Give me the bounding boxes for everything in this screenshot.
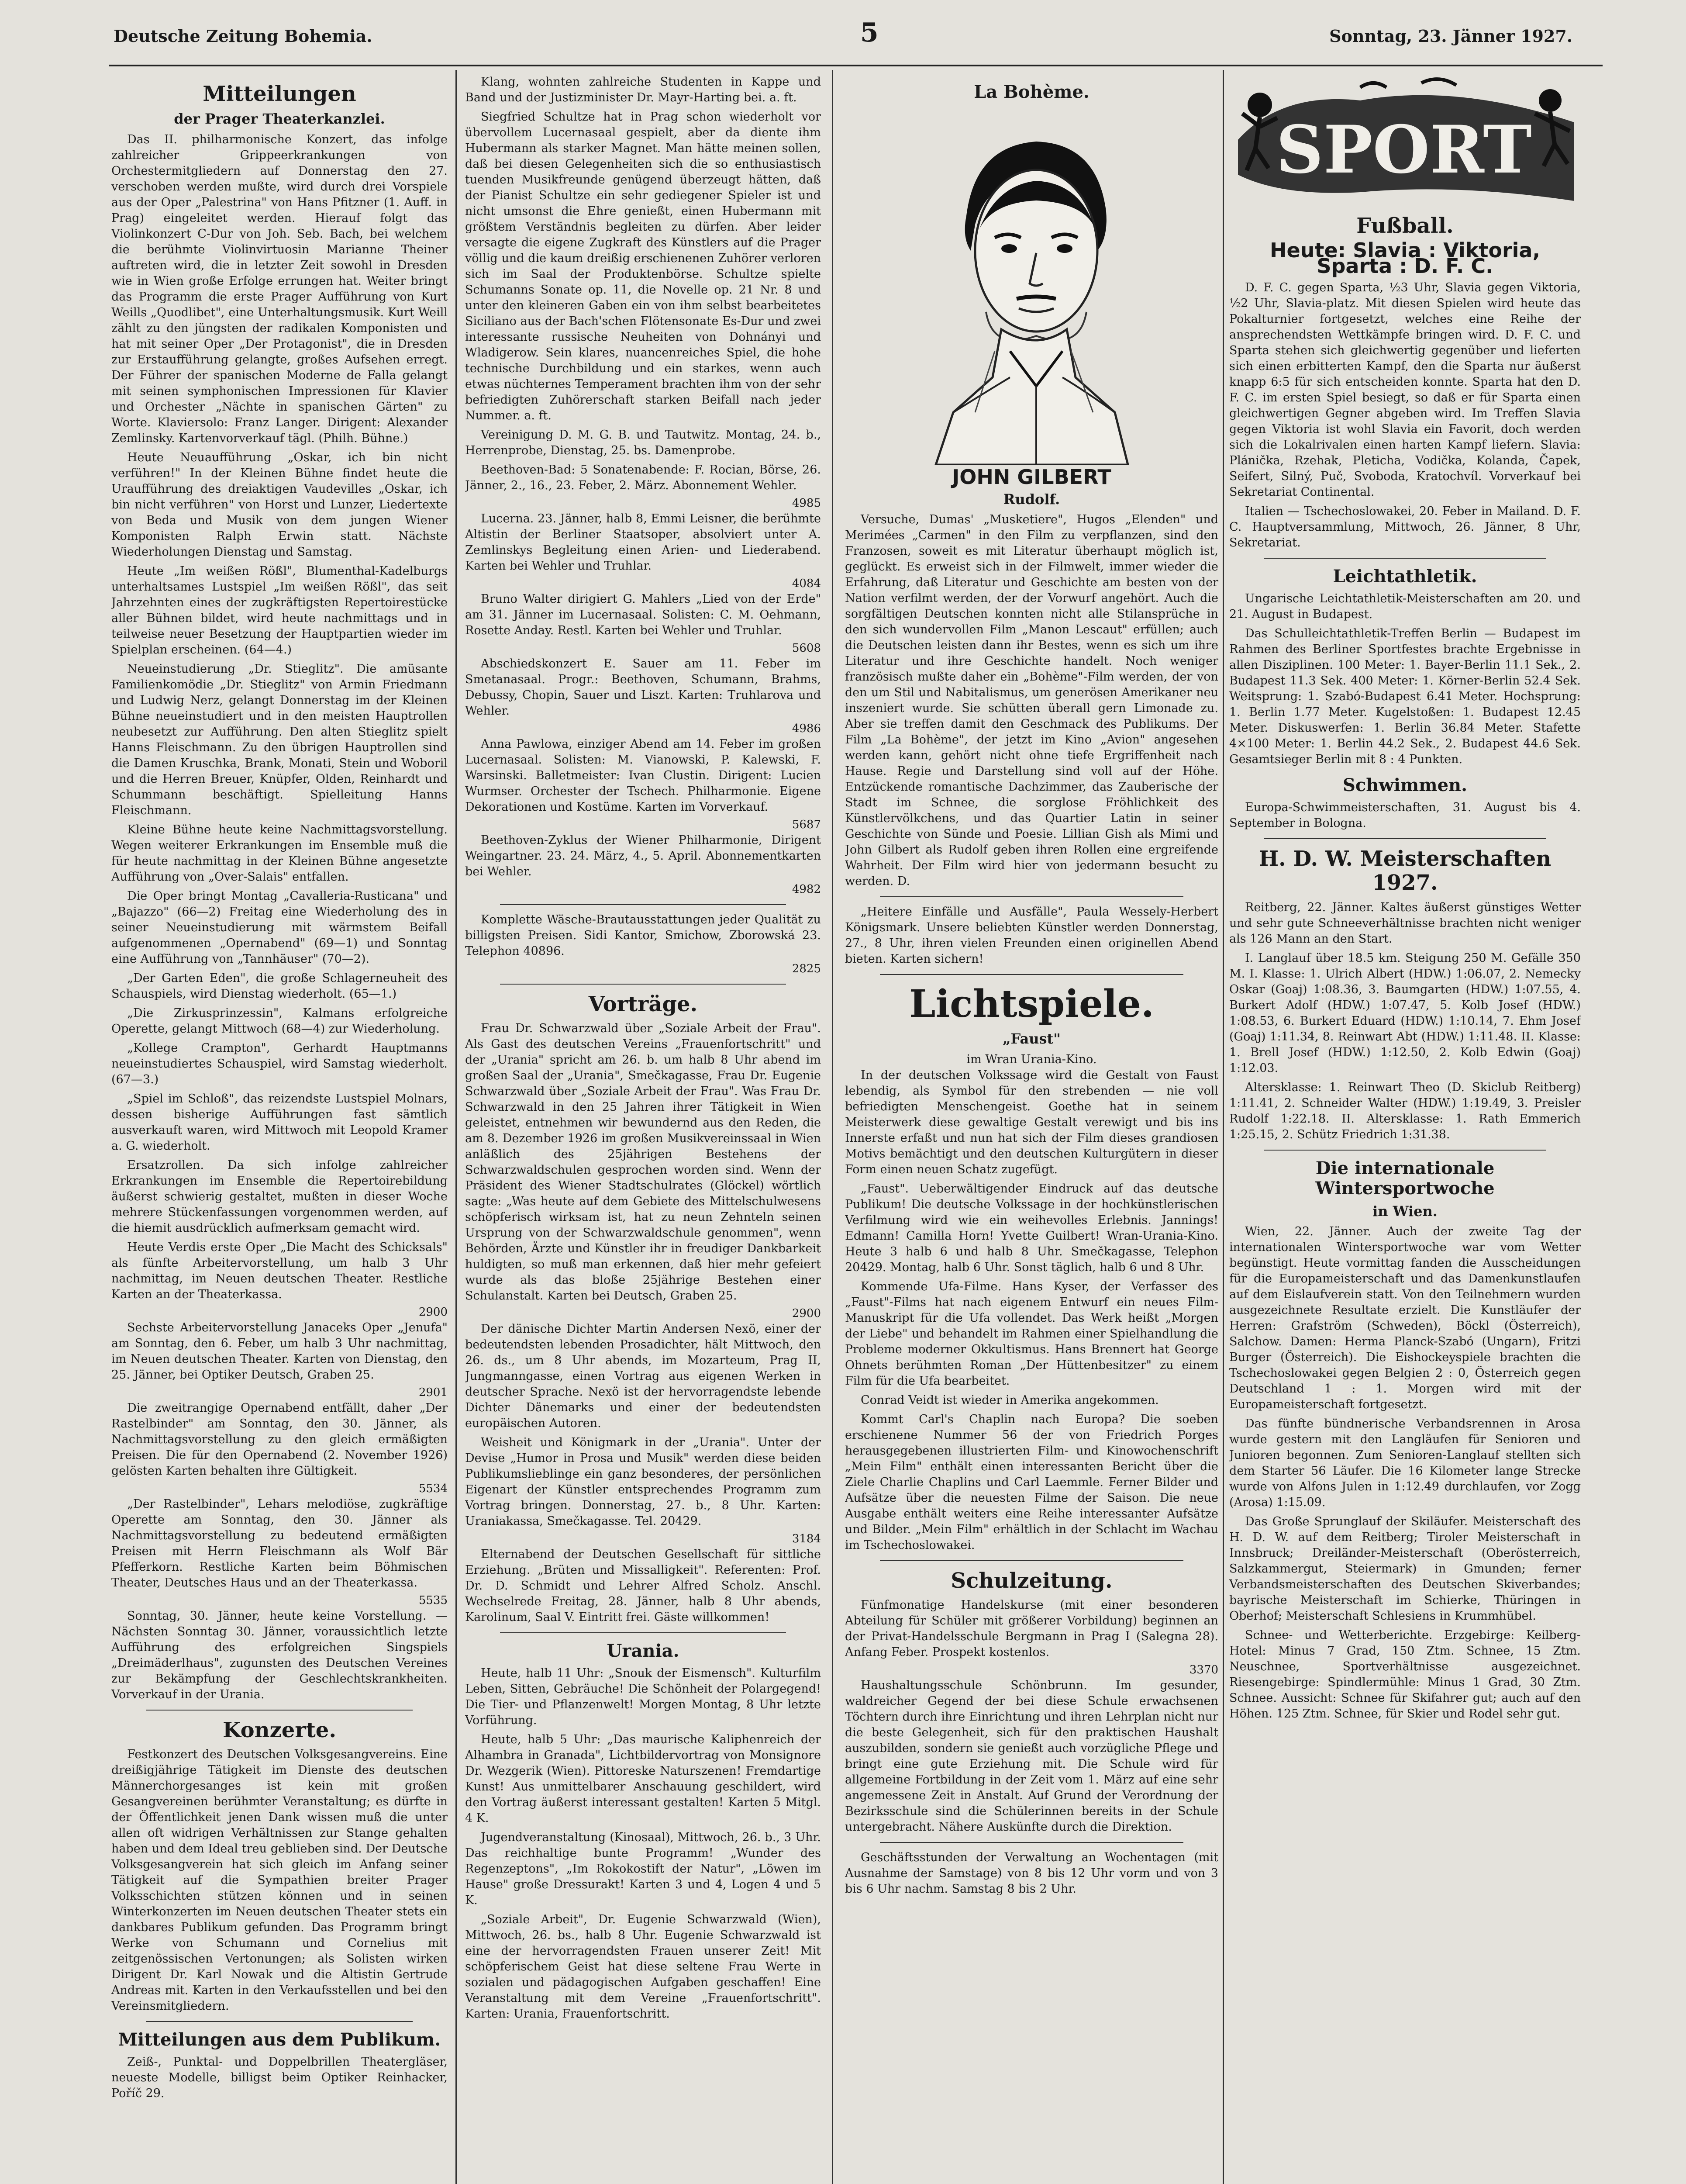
section-divider <box>880 1842 1183 1843</box>
section-divider <box>500 1632 786 1633</box>
section-divider <box>146 2021 413 2022</box>
ad-number: 4084 <box>792 577 821 590</box>
column-3 <box>845 74 1218 1901</box>
article-paragraph: „Faust". Ueberwältigender Eindruck auf das deutsche Publikum! Die deutsche Volkssage in der hochkünstlerischen Verfilmung wird wie ein weihevolles Erlebnis. Jannings! Edmann! Camilla Horn! Yvette Guilbert! Wran-Urania-Kino. Heute 3 halb 6 und halb 8 Uhr. Smečkagasse, Telephon 20429. Montag, halb 6 Uhr. Sonst täglich, halb 6 und 8 Uhr. <box>845 1182 1218 1274</box>
article-paragraph: Heute Neuaufführung „Oskar, ich bin nicht verführen!" In der Kleinen Bühne findet heute die Uraufführung des dreiaktigen Vaudevilles „Oskar, ich bin nicht verführen" von Horst und Lunzer, Liedertexte von Beda und Musik von dem jungen Wiener Komponisten Ralph Erwin statt. Nächste Wiederholungen Dienstag und Samstag. <box>111 450 448 559</box>
section-divider <box>880 974 1183 975</box>
section-title-leichtathletik: Leichtathletik. <box>1333 566 1477 587</box>
section-title-fussball: Fußball. <box>1356 214 1454 238</box>
article-paragraph: Klang, wohnten zahlreiche Studenten in Kappe und Band und der Justizminister Dr. Mayr-Harting bei. a. ft. <box>465 75 821 104</box>
article-paragraph: Sonntag, 30. Jänner, heute keine Vorstellung. — Nächsten Sonntag 30. Jänner, voraussichtlich letzte Aufführung des erfolgreichen Singspiels „Dreimäderlhaus", zugunsten des Deutschen Vereines zur Bekämpfung der Geschlechtskrankheiten. Vorverkauf in der Urania. <box>111 1609 448 1701</box>
article-paragraph: Das II. philharmonische Konzert, das infolge zahlreicher Grippeerkrankungen von Orchestermitgliedern auf Donnerstag den 27. verschoben werden mußte, wird durch drei Vorspiele aus der Oper „Palestrina" von Hans Pfitzner (1. Auff. in Prag) eingeleitet werden. Hierauf folgt das Violinkonzert C-Dur von Joh. Seb. Bach, bei welchem die berühmte Violinvirtuosin Marianne Theiner auftreten wird, die in letzter Zeit sowohl in Dresden wie in Wien große Erfolge errungen hat. Weiter bringt das Programm die erste Prager Aufführung von Kurt Weills „Quodlibet", eine Unterhaltungsmusik. Kurt Weill zählt zu den jüngsten der radikalen Komponisten und hat mit seiner Oper „Der Protagonist", die in Dresden zur Erstaufführung gelangte, großes Aufsehen erregt. Der Führer der spanischen Moderne de Falla gelangt mit seinen symphonischen Impressionen für Klavier und Orchester „Nächte in spanischen Gärten" zu Worte. Klaviersolo: Franz Langer. Dirigent: Alexander Zemlinsky. Kartenvorverkauf tägl. (Philh. Bühne.) <box>111 132 448 445</box>
article-paragraph: „Kollege Crampton", Gerhardt Hauptmanns neueinstudiertes Schauspiel, wird Samstag wiederholt. (67—3.) <box>111 1041 448 1086</box>
section-divider <box>146 1710 413 1711</box>
section-title-schulzeitung: Schulzeitung. <box>951 1568 1113 1593</box>
ad-number: 5608 <box>792 642 821 655</box>
article-paragraph: Beethoven-Zyklus der Wiener Philharmonie, Dirigent Weingartner. 23. 24. März, 4., 5. April. Abonnementkarten bei Wehler. <box>465 833 821 878</box>
article-paragraph: Heute Verdis erste Oper „Die Macht des Schicksals" als fünfte Arbeitervorstellung, um halb 3 Uhr nachmittag, im Neuen deutschen Theater. Restliche Karten an der Theaterkassa. <box>111 1240 448 1301</box>
article-paragraph: Komplette Wäsche-Brautausstattungen jeder Qualität zu billigsten Preisen. Sidi Kantor, Smichow, Zborowská 23. Telephon 40896. <box>465 913 821 958</box>
column-2 <box>465 74 821 2025</box>
column-rule-3 <box>1223 70 1224 2184</box>
ad-number: 3370 <box>1189 1663 1218 1676</box>
issue-date: Sonntag, 23. Jänner 1927. <box>1329 26 1572 46</box>
article-paragraph: Italien — Tschechoslowakei, 20. Feber in Mailand. D. F. C. Hauptversammlung, Mittwoch, 26. Jänner, 8 Uhr, Sekretariat. <box>1229 505 1581 550</box>
article-paragraph: Ungarische Leichtathletik-Meisterschaften am 20. und 21. August in Budapest. <box>1229 592 1581 622</box>
article-paragraph: Weisheit und Königmark in der „Urania". Unter der Devise „Humor in Prosa und Musik" werden diese beiden Publikumslieblinge ein ganz besonderes, der persönlichen Eigenart der Künstler entsprechendes Programm zum Vortrag bringen. Donnerstag, 27. b., 8 Uhr. Karten: Uraniakassa, Smečkagasse. Tel. 20429. <box>465 1436 821 1528</box>
ad-number: 2900 <box>792 1307 821 1320</box>
section-title-publikum: Mitteilungen aus dem Publikum. <box>118 2029 441 2050</box>
article-paragraph: Der dänische Dichter Martin Andersen Nexö, einer der bedeutendsten lebenden Prosadichter, hält Mittwoch, den 26. ds., um 8 Uhr abends, im Mozarteum, Prag II, Jungmanngasse, einen Vortrag aus eigenen Werken in deutscher Sprache. Nexö ist der hervorragendste lebende Dichter Dänemarks und einer der bedeutendsten europäischen Autoren. <box>465 1322 821 1431</box>
section-title-schwimmen: Schwimmen. <box>1342 775 1468 796</box>
article-paragraph: Siegfried Schultze hat in Prag schon wiederholt vor übervollem Lucernasaal gespielt, aber da diente ihm Hubermann als starker Magnet. Man hätte meinen sollen, daß bei diesen Gelegenheiten sich die so enthusiastisch tuenden Musikfreunde genügend überzeugt hätten, daß der Pianist Schultze ein sehr gediegener Spieler ist und nicht umsonst die Ehre genießt, einen Hubermann mit größtem Verständnis begleiten zu dürfen. Aber leider versagte die eigene Zugkraft des Künstlers auf die Prager völlig und die kaum dreißig erschienenen Zuhörer verloren sich im Saal der Produktenbörse. Schultze spielte Schumanns Sonate op. 11, die Novelle op. 21 Nr. 8 und unter den kleineren Gaben ein von ihm selbst bearbeitetes Siciliano aus der Bach'schen Flötensonate Es-Dur und zwei interessante russische Neuheiten von Dohnányi und Wladigerow. Sein klares, nuancenreiches Spiel, die hohe technische Durchbildung und ein starkes, wenn auch etwas nüchternes Temperament brachten ihm von der sehr befriedigten Zuhörerschaft starken Beifall nach jeder Nummer. a. ft. <box>465 110 821 422</box>
article-title-rudolf: Rudolf. <box>1003 491 1060 508</box>
article-paragraph: Neueinstudierung „Dr. Stieglitz". Die amüsante Familienkomödie „Dr. Stieglitz" von Armin Friedmann und Ludwig Nerz, gelangt Donnerstag im der Kleinen Bühne neueinstudiert und in den meisten Hauptrollen neubesetzt zur Aufführung. Den alten Stieglitz spielt Hanns Fleischmann. Zu den übrigen Hauptrollen sind die Damen Kruschka, Brank, Monati, Stein und Woboril und die Herren Breuer, Knüpfer, Olden, Reinhardt und Schummann beschäftigt. Spielleitung Hanns Fleischmann. <box>111 662 448 817</box>
article-paragraph: Geschäftsstunden der Verwaltung an Wochentagen (mit Ausnahme der Samstage) von 8 bis 12 Uhr vorm und von 3 bis 6 Uhr nachm. Samstag 8 bis 2 Uhr. <box>845 1850 1218 1896</box>
film-title: La Bohème. <box>974 82 1090 102</box>
page-header <box>87 17 1599 57</box>
article-paragraph: Kommt Carl's Chaplin nach Europa? Die soeben erschienene Nummer 56 der von Friedrich Porges herausgegebenen illustrierten Film- und Kinowochenschrift „Mein Film" enthält einen interessanten Bericht über die Ziele Charlie Chaplins und Carl Laemmle. Ferner Bilder und Aufsätze über die neuesten Filme der Saison. Die neue Ausgabe enthält weiters eine Reihe interessanter Aufsätze und Bilder. „Mein Film" erhältlich in der Schlacht im Wachau im Tschechoslowakei. <box>845 1412 1218 1552</box>
article-paragraph: Beethoven-Bad: 5 Sonatenabende: F. Rocian, Börse, 26. Jänner, 2., 16., 23. Feber, 2. März. Abonnement Wehler. <box>465 463 821 492</box>
article-paragraph: Das Große Sprunglauf der Skiläufer. Meisterschaft des H. D. W. auf dem Reitberg; Tiroler Meisterschaft in Innsbruck; Dreiländer-Meisterschaft (Oberösterreich, Salzkammergut, Steiermark) in Gmunden; ferner Verbandsmeisterschaften des Deutschen Skiverbandes; bayrische Meisterschaft im Schierke, Thüringen in Oberhof; Meisterschaft Schlesiens in Krummhübel. <box>1229 1514 1581 1623</box>
cinema-name: im Wran Urania-Kino. <box>966 1052 1097 1066</box>
article-paragraph: Heute „Im weißen Rößl", Blumenthal-Kadelburgs unterhaltsames Lustspiel „Im weißen Rößl", das seit Jahrzehnten eines der zugkräftigsten Repertoirestücke aller Bühnen bildet, wird heute nachmittags und in teilweise neuer Besetzung der Hauptpartien wieder im Spielplan erscheinen. (64—4.) <box>111 564 448 657</box>
newspaper-name: Deutsche Zeitung Bohemia. <box>114 26 372 46</box>
ad-number: 5535 <box>418 1593 448 1607</box>
article-paragraph: Heute, halb 11 Uhr: „Snouk der Eismensch". Kulturfilm Leben, Sitten, Gebräuche! Die Schönheit der Polargegend! Die Tier- und Pflanzenwelt! Morgen Montag, 8 Uhr letzte Vorführung. <box>465 1666 821 1728</box>
article-paragraph: Kleine Bühne heute keine Nachmittagsvorstellung. Wegen weiterer Erkrankungen im Ensemble muß die für heute nachmittag in der Kleinen Bühne angesetzte Aufführung von „Over-Salais" entfallen. <box>111 822 448 884</box>
article-paragraph: Wien, 22. Jänner. Auch der zweite Tag der internationalen Wintersportwoche war vom Wetter begünstigt. Heute vormittag fanden die Ausscheidungen für die Europameisterschaft und das Damenkunstlaufen auf dem Eislaufverein statt. Von den Teilnehmern wurden ausgezeichnete Resultate erzielt. Die Kunstläufer der Herren: Grafström (Schweden), Böckl (Österreich), Salchow. Damen: Herma Planck-Szabó (Ungarn), Fritzi Burger (Österreich). Die Eishockeyspiele brachten die Tschechoslowakei gegen Belgien 2 : 0, Österreich gegen Deutschland 1 : 1. Morgen wird mit der Europameisterschaft fortgesetzt. <box>1229 1224 1581 1411</box>
article-paragraph: Fünfmonatige Handelskurse (mit einer besonderen Abteilung für Schüler mit größerer Vorbildung) beginnen an der Privat-Handelsschule Bergmann in Prag I (Salegna 28). Anfang Feber. Prospekt kostenlos. <box>845 1598 1218 1659</box>
ad-number: 5534 <box>418 1482 448 1495</box>
article-paragraph: „Die Zirkusprinzessin", Kalmans erfolgreiche Operette, gelangt Mittwoch (68—4) zur Wiederholung. <box>111 1006 448 1036</box>
article-paragraph: D. F. C. gegen Sparta, ½3 Uhr, Slavia gegen Viktoria, ½2 Uhr, Slavia-platz. Mit diesen Spielen wird heute das Pokalturnier fortgesetzt, welches eine Reihe der ansprechendsten Wettkämpfe bringen wird. D. F. C. und Sparta stehen sich gleichwertig gegenüber und lieferten sich einen erbitterten Kampf, den die Sparta nur äußerst knapp 6:5 für sich entscheiden konnte. Sparta hat den D. F. C. im ersten Spiel besiegt, so daß er für Sparta einen gleichwertigen Gegner abgeben wird. Im Treffen Slavia gegen Viktoria ist wohl Slavia ein Favorit, doch werden sich die Lokalrivalen einen harten Kampf liefern. Slavia: Plánička, Rzehak, Pleticha, Vodička, Kolanda, Čapek, Seifert, Silný, Puč, Svoboda, Kratochvíl. Vorverkauf bei Sekretariat Continental. <box>1229 281 1581 499</box>
article-paragraph: Elternabend der Deutschen Gesellschaft für sittliche Erziehung. „Brüten und Missalligkeit". Referenten: Prof. Dr. D. Schmidt und Lehrer Alfred Scholz. Anschl. Wechselrede Freitag, 28. Jänner, halb 8 Uhr abends, Karolinum, Saal V. Eintritt frei. Gäste willkommen! <box>465 1548 821 1624</box>
ad-number: 5687 <box>792 818 821 831</box>
ad-number: 2900 <box>418 1305 448 1319</box>
article-paragraph: Ersatzrollen. Da sich infolge zahlreicher Erkrankungen im Ensemble die Repertoirebildung äußerst schwierig gestaltet, mußten in dieser Woche mehrere Stückenfassungen vorgenommen werden, auf die hiemit ausdrücklich aufmerksam gemacht wird. <box>111 1158 448 1235</box>
column-rule-2 <box>832 70 833 2184</box>
article-paragraph: Festkonzert des Deutschen Volksgesangvereins. Eine dreißigjährige Tätigkeit im Dienste des deutschen Männerchorgesanges ist kein mit großen Gesangvereinen berühmter Veranstaltung; es dürfte in der Öffentlichkeit jenen Dank wissen muß die unter allen oft widrigen Verhältnissen zur Stange gehalten haben und dem Ideal treu geblieben sind. Der Deutsche Volksgesangverein hat sich gleich im Anfang seiner Tätigkeit auf die Sympathien breiter Prager Volksschichten stützen können und in seinen Winterkonzerten im Neuen deutschen Theater stets ein dankbares Publikum gefunden. Das Programm bringt Werke von Schumann und Cornelius mit zeitgenössischen Vertonungen; als Solisten wirken Dirigent Dr. Karl Nowak und die Altistin Gertrude Andreas mit. Karten in den Verkaufsstellen und bei den Vereinsmitgliedern. <box>111 1747 448 2013</box>
film-title-faust: „Faust" <box>1003 1030 1061 1047</box>
ad-number: 4985 <box>792 497 821 510</box>
section-title-vortraege: Vorträge. <box>588 992 698 1016</box>
section-subtitle-theaterkanzlei: der Prager Theaterkanzlei. <box>174 111 385 128</box>
article-paragraph: Lucerna. 23. Jänner, halb 8, Emmi Leisner, die berühmte Altistin der Berliner Staatsoper, absolviert unter A. Zemlinskys Begleitung einen Arien- und Liederabend. Karten bei Wehler und Truhlar. <box>465 512 821 573</box>
article-paragraph: Haushaltungsschule Schönbrunn. Im gesunder, waldreicher Gegend der bei diese Schule erwachsenen Töchtern durch ihre Einrichtung und ihren Lehrplan nicht nur die beste Gelegenheit, sich für den praktischen Haushalt auszubilden, sondern sie genießt auch vorzügliche Pflege und bringt eine gute Erziehung mit. Die Schule wird für allgemeine Fortbildung in der Zeit vom 1. März auf eine sehr angemessene Zeit in Anstalt. Auf Grund der Verordnung der Bezirksschule sind die Schülerinnen bereits in der Schule untergebracht. Nähere Auskünfte durch die Direktion. <box>845 1678 1218 1834</box>
actor-portrait <box>910 107 1154 465</box>
article-paragraph: Anna Pawlowa, einziger Abend am 14. Feber im großen Lucernasaal. Solisten: M. Vianowski, P. Kalewski, F. Warsinski. Balletmeister: Ivan Clustin. Dirigent: Lucien Wurmser. Orchester der Tschech. Philharmonie. Eigene Dekorationen und Kostüme. Karten im Vorverkauf. <box>465 737 821 814</box>
section-divider <box>1264 838 1546 839</box>
portrait-illustration <box>910 107 1154 465</box>
ad-number: 2825 <box>792 962 821 975</box>
column-4 <box>1229 74 1581 1725</box>
article-paragraph: Conrad Veidt ist wieder in Amerika angekommen. <box>861 1393 1159 1407</box>
sport-banner-illustration <box>1229 74 1581 205</box>
section-title-mitteilungen: Mitteilungen <box>203 82 356 106</box>
section-subtitle-wien: in Wien. <box>1372 1203 1438 1220</box>
article-paragraph: Die zweitrangige Opernabend entfällt, daher „Der Rastelbinder" am Sonntag, den 30. Jänner, als Nachmittagsvorstellung zu den gleich ermäßigten Preisen. Die für den Opernabend (2. November 1926) gelösten Karten behalten ihre Gültigkeit. <box>111 1401 448 1478</box>
sport-banner-text: SPORT <box>1276 111 1532 188</box>
section-title-hdw-meisterschaften: H. D. W. Meisterschaften 1927. <box>1258 847 1552 895</box>
page-number: 5 <box>860 17 879 48</box>
header-rule <box>109 65 1603 66</box>
ad-number: 3184 <box>792 1532 821 1546</box>
portrait-caption: JOHN GILBERT <box>952 465 1111 489</box>
article-paragraph: Europa-Schwimmeisterschaften, 31. August bis 4. September in Bologna. <box>1229 801 1581 830</box>
article-paragraph: Reitberg, 22. Jänner. Kaltes äußerst günstiges Wetter und sehr gute Schneeverhältnisse brachten nicht weniger als 126 Mann an den Start. <box>1229 900 1581 946</box>
ad-number: 4982 <box>792 883 821 896</box>
article-paragraph: Vereinigung D. M. G. B. und Tautwitz. Montag, 24. b., Herrenprobe, Dienstag, 25. bs. Damenprobe. <box>465 428 821 457</box>
match-headline: Heute: Slavia : Viktoria, Sparta : D. F. C. <box>1270 238 1540 278</box>
section-title-wintersportwoche: Die internationale Wintersportwoche <box>1315 1158 1495 1199</box>
section-divider <box>500 904 786 905</box>
article-paragraph: Altersklasse: 1. Reinwart Theo (D. Skiclub Reitberg) 1:11.41, 2. Schneider Walter (HDW.) 1:19.49, 3. Preisler Rudolf 1:22.18. II. Altersklasse: 1. Rath Emmerich 1:25.15, 2. Schütz Friedrich 1:31.38. <box>1229 1080 1581 1141</box>
section-title-urania: Urania. <box>607 1641 679 1662</box>
section-title-konzerte: Konzerte. <box>222 1717 337 1742</box>
section-divider <box>500 984 786 985</box>
column-rule-1 <box>455 70 457 2184</box>
article-paragraph: Kommende Ufa-Filme. Hans Kyser, der Verfasser des „Faust"-Films hat nach eigenem Entwurf ein neues Film-Manuskript für die Ufa vollendet. Das Werk heißt „Morgen der Liebe" und behandelt im Rahmen einer Spielhandlung die Probleme moderner Okkultismus. Hans Brennert hat George Ohnets berühmten Roman „Der Hüttenbesitzer" zu einem Film für die Ufa bearbeitet. <box>845 1279 1218 1388</box>
article-paragraph: „Der Rastelbinder", Lehars melodiöse, zugkräftige Operette am Sonntag, den 30. Jänner als Nachmittagsvorstellung zu bedeutend ermäßigten Preisen mit Herrn Fleischmann als Wolf Bär Pfefferkorn. Restliche Karten beim Böhmischen Theater, Deutsches Haus und an der Theaterkassa. <box>111 1497 448 1590</box>
column-1 <box>111 74 448 2105</box>
section-divider <box>880 896 1183 897</box>
sport-banner <box>1229 74 1581 205</box>
article-paragraph: Versuche, Dumas' „Musketiere", Hugos „Elenden" und Merimées „Carmen" in den Film zu verpflanzen, sind den Franzosen, soweit es mit Literatur überhaupt möglich ist, geglückt. Es erweist sich in der Filmwelt, immer wieder die Erfahrung, daß Literatur und Geschichte am besten von der Nation verfilmt werden, der der Vorwurf angehört. Auch die sorgfältigen Deutschen konnten nicht alle Stilansprüche in den sich wundervollen Film „Manon Lescaut" erfüllen; auch die Deutschen leisten dann ihr Bestes, wenn es sich um ihre Literatur und ihre Geschichte handelt. Noch weniger französisch mußte daher ein „Bohème"-Film werden, der von den um Stil und Nabitalismus, um generösen Amerikaner neu inszeniert wurde. Sie schütten überall gern Limonade zu. Aber sie treffen damit den Geschmack des Publikums. Der Film „La Bohème", der jetzt im Kino „Avion" angesehen werden kann, gehört nicht ohne tiefe Ergriffenheit nach Hause. Regie und Darstellung sind voll auf der Höhe. Entzückende romantische Dachzimmer, das Zauberische der Stadt im Schnee, die sorglose Fröhlichkeit des Künstlervölkchens, und das Quartier Latin in seiner Geschichte von Sünde und Poesie. Lillian Gish als Mimi und John Gilbert als Rudolf geben ihren Rollen eine ergreifende Wahrheit. Der Film wird hier von jedermann besucht zu werden. D. <box>845 513 1218 888</box>
article-paragraph: Abschiedskonzert E. Sauer am 11. Feber im Smetanasaal. Progr.: Beethoven, Schumann, Brahms, Debussy, Chopin, Sauer und Liszt. Karten: Truhlarova und Wehler. <box>465 657 821 718</box>
section-divider <box>1264 558 1546 559</box>
article-paragraph: Schnee- und Wetterberichte. Erzgebirge: Keilberg-Hotel: Minus 7 Grad, 150 Ztm. Schnee, 15 Ztm. Neuschnee, Sportverhältnisse ausgezeichnet. Riesengebirge: Spindlermühle: Minus 1 Grad, 30 Ztm. Schnee. Aussicht: Schnee für Skifahrer gut; auch auf den Höhen. 125 Ztm. Schnee, für Skier und Rodel sehr gut. <box>1229 1628 1581 1721</box>
article-paragraph: Zeiß-, Punktal- und Doppelbrillen Theatergläser, neueste Modelle, billigst beim Optiker Reinhacker, Poříč 29. <box>111 2055 448 2100</box>
article-paragraph: „Der Garten Eden", die große Schlagerneuheit des Schauspiels, wird Dienstag wiederholt. (65—1.) <box>111 971 448 1001</box>
article-paragraph: Das Schulleichtathletik-Treffen Berlin — Budapest im Rahmen des Berliner Sportfestes brachte Ergebnisse in allen Disziplinen. 100 Meter: 1. Bayer-Berlin 11.1 Sek., 2. Budapest 11.3 Sek. 400 Meter: 1. Körner-Berlin 52.4 Sek. Weitsprung: 1. Szabó-Budapest 6.41 Meter. Hochsprung: 1. Berlin 1.77 Meter. Kugelstoßen: 1. Budapest 12.45 Meter. Diskuswerfen: 1. Berlin 36.84 Meter. Stafette 4×100 Meter: 1. Berlin 44.2 Sek., 2. Budapest 44.6 Sek. Gesamtsieger Berlin mit 8 : 4 Punkten. <box>1229 627 1581 767</box>
article-paragraph: Die Oper bringt Montag „Cavalleria-Rusticana" und „Bajazzo" (66—2) Freitag eine Wiederholung des in seiner Neueinstudierung mit wärmstem Beifall aufgenommenen „Opernabend" (69—1) und Sonntag eine Aufführung von „Tannhäuser" (70—2). <box>111 889 448 966</box>
article-paragraph: Das fünfte bündnerische Verbandsrennen in Arosa wurde gestern mit den Langläufen für Senioren und Junioren begonnen. Zum Senioren-Langlauf stellten sich dem Starter 56 Läufer. Die 16 Kilometer lange Strecke wurde von Alfons Julen in 1:12.49 durchlaufen, vor Zogg (Arosa) 1:15.09. <box>1229 1417 1581 1509</box>
ad-number: 4986 <box>792 722 821 735</box>
article-paragraph: In der deutschen Volkssage wird die Gestalt von Faust lebendig, als Symbol für den strebenden — nie voll befriedigten Menschengeist. Goethe hat in seinem Meisterwerk diese gewaltige Gestalt verewigt und bis ins Innerste erfaßt und nun hat sich der Film dieses grandiosen Motivs bemächtigt und den deutschen Kulturgütern in dieser Form einen neuen Schatz zugefügt. <box>845 1068 1218 1176</box>
article-paragraph: Frau Dr. Schwarzwald über „Soziale Arbeit der Frau". Als Gast des deutschen Vereins „Frauenfortschritt" und der „Urania" spricht am 26. b. um halb 8 Uhr abend im großen Saal der „Urania", Smečkagasse, Frau Dr. Eugenie Schwarzwald über „Soziale Arbeit der Frau". Was Frau Dr. Schwarzwald in den 25 Jahren ihrer Tätigkeit in Wien geleistet, entnehmen wir bewundernd aus den Reden, die am 8. Dezember 1926 im großen Musikvereinssaal in Wien anläßlich des 25jährigen Bestehens der Schwarzwaldschulen gesprochen worden sind. Wenn der Präsident des Wiener Stadtschulrates (Glöckel) wörtlich sagte: „Was heute auf dem Gebiete des Mittelschulwesens schöpferisch wirksam ist, hat zu neun Zehnteln seinen Ursprung von der Schwarzwaldschule genommen", wenn Behörden, Ärzte und Künstler ihr in freudiger Dankbarkeit huldigten, so muß man erkennen, daß hier mehr gefeiert wurde als das bloße 25jährige Bestehen einer Schulanstalt. Karten bei Deutsch, Graben 25. <box>465 1022 821 1303</box>
article-paragraph: „Heitere Einfälle und Ausfälle", Paula Wessely-Herbert Königsmark. Unsere beliebten Künstler werden Donnerstag, 27., 8 Uhr, ihren vielen Freunden einen originellen Abend bieten. Karten sichern! <box>845 905 1218 966</box>
ad-number: 2901 <box>418 1386 448 1399</box>
article-paragraph: I. Langlauf über 18.5 km. Steigung 250 M. Gefälle 350 M. I. Klasse: 1. Ulrich Albert (HDW.) 1:06.07, 2. Nemecky Oskar (Goaj) 1:08.36, 3. Baumgarten (HDW.) 1:07.55, 4. Burkert Adolf (HDW.) 1:07.47, 5. Kolb Josef (HDW.) 1:08.53, 6. Burkert Eduard (HDW.) 1:10.14, 7. Ehm Josef (Goaj) 1:11.34, 8. Reinwart Abt (HDW.) 1:11.48. II. Klasse: 1. Brell Josef (HDW.) 1:12.50, 2. Kolb Edwin (Goaj) 1:12.03. <box>1229 951 1581 1075</box>
article-paragraph: „Soziale Arbeit", Dr. Eugenie Schwarzwald (Wien), Mittwoch, 26. bs., halb 8 Uhr. Eugenie Schwarzwald ist eine der hervorragendsten Frauen unserer Zeit! Mit schöpferischem Geist hat diese seltene Frau Werte in sozialen und pädagogischen Aufgaben geschaffen! Eine Veranstaltung mit dem Vereine „Frauenfortschritt". Karten: Urania, Frauenfortschritt. <box>465 1913 821 2021</box>
article-paragraph: Sechste Arbeitervorstellung Janaceks Oper „Jenufa" am Sonntag, den 6. Feber, um halb 3 Uhr nachmittag, im Neuen deutschen Theater. Karten von Dienstag, den 25. Jänner, bei Optiker Deutsch, Graben 25. <box>111 1320 448 1382</box>
article-paragraph: Bruno Walter dirigiert G. Mahlers „Lied von der Erde" am 31. Jänner im Lucernasaal. Solisten: C. M. Oehmann, Rosette Anday. Restl. Karten bei Wehler und Truhlar. <box>465 592 821 637</box>
section-divider <box>880 1560 1183 1561</box>
article-paragraph: Heute, halb 5 Uhr: „Das maurische Kaliphenreich der Alhambra in Granada", Lichtbildervortrag von Monsignore Dr. Wezgerik (Wien). Pittoreske Naturszenen! Fremdartige Kunst! Aus unmittelbarer Anschauung geschildert, wird den Vortrag äußerst interessant gestalten! Karten 5 Mitgl. 4 K. <box>465 1733 821 1825</box>
section-divider <box>1264 1150 1546 1151</box>
article-paragraph: Jugendveranstaltung (Kinosaal), Mittwoch, 26. b., 3 Uhr. Das reichhaltige bunte Programm! „Wunder des Regenzeptons", „Im Rokokostift der Natur", „Löwen im Hause" große Dressurakt! Karten 3 und 4, Logen 4 und 5 K. <box>465 1831 821 1908</box>
article-paragraph: „Spiel im Schloß", das reizendste Lustspiel Molnars, dessen bisherige Aufführungen fast sämtlich ausverkauft waren, wird Mittwoch mit Leopold Kramer a. G. wiederholt. <box>111 1092 448 1153</box>
section-title-lichtspiele: Lichtspiele. <box>909 982 1154 1026</box>
